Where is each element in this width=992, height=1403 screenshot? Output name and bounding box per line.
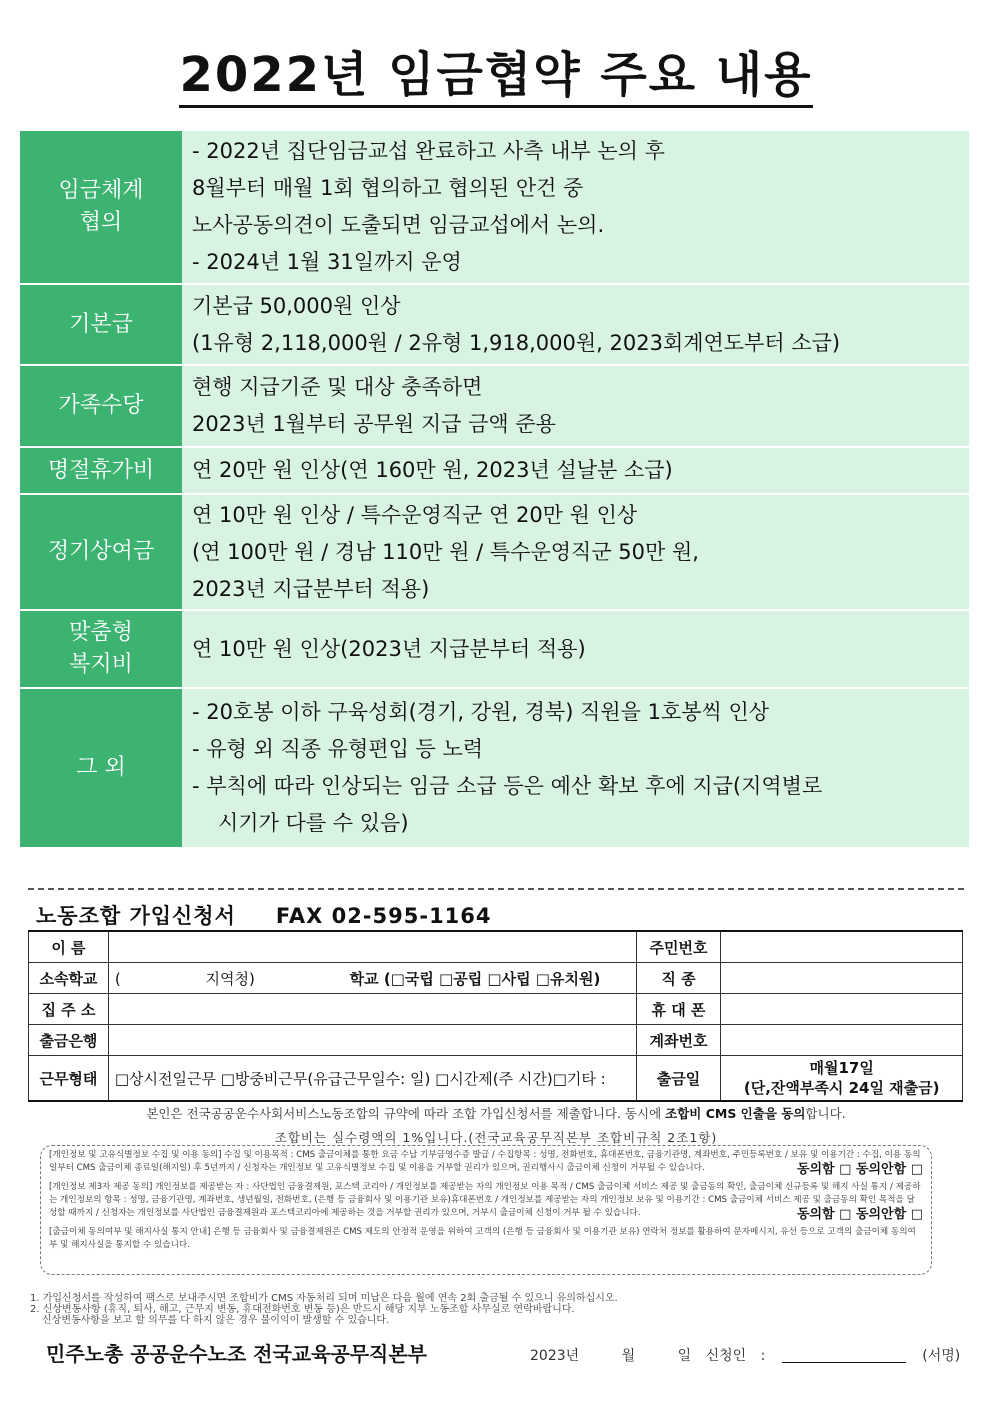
cut-line: [28, 888, 964, 890]
row-label: 그 외: [20, 688, 182, 848]
account-label: 계좌번호: [636, 1025, 721, 1056]
resident-number-label: 주민번호: [636, 931, 721, 963]
row-label: 가족수당: [20, 365, 182, 447]
row-content: 현행 지급기준 및 대상 충족하면 2023년 1월부터 공무원 지급 금액 준용: [182, 365, 969, 447]
row-content: 연 20만 원 인상(연 160만 원, 2023년 설날분 소급): [182, 447, 969, 494]
mobile-field[interactable]: [721, 994, 963, 1025]
row-label: 명절휴가비: [20, 447, 182, 494]
form-title: 노동조합 가입신청서 FAX 02-595-1164: [36, 904, 492, 928]
address-label: 집 주 소: [29, 994, 109, 1025]
address-field[interactable]: [108, 994, 636, 1025]
row-label: 임금체계 협의: [20, 131, 182, 284]
organization-name: 민주노총 공공운수노조 전국교육공무직본부: [46, 1342, 428, 1366]
withdraw-date: 매월17일 (단,잔액부족시 24일 재출금): [721, 1056, 963, 1102]
fee-note: 조합비는 실수령액의 1%입니다.(전국교육공무직본부 조합비규칙 2조1항): [274, 1130, 718, 1145]
signature-line: 2023년 월 일 신청인 : (서명): [530, 1348, 961, 1364]
summary-row: [20, 494, 969, 610]
summary-row: [20, 447, 969, 494]
name-label: 이 름: [29, 931, 109, 963]
row-content: - 2022년 집단임금교섭 완료하고 사측 내부 논의 후 8월부터 매월 1회 협의하고 협의된 안건 중 노사공동의견이 도출되면 임금교섭에서 논의. - 2024년 1월 31일까지 운영: [182, 131, 969, 284]
school-field[interactable]: ( 지역청) 학교 (□국립 □공립 □사립 □유치원): [108, 963, 636, 994]
mobile-label: 휴 대 폰: [636, 994, 721, 1025]
worktype-options[interactable]: □상시전일근무 □방중비근무(유급근무일수: 일) □시간제(주 시간)□기타 :: [108, 1056, 636, 1102]
row-label: 기본급: [20, 284, 182, 365]
bank-label: 출금은행: [29, 1025, 109, 1056]
account-field[interactable]: [721, 1025, 963, 1056]
row-content: - 20호봉 이하 구육성회(경기, 강원, 경북) 직원을 1호봉씩 인상 - 유형 외 직종 유형편입 등 노력 - 부칙에 따라 인상되는 임금 소급 등은 예산 확보 후에 지급(지역별로 시기가 다를 수 있음): [182, 688, 969, 848]
row-content: 연 10만 원 인상 / 특수운영직군 연 20만 원 인상 (연 100만 원 / 경남 110만 원 / 특수운영직군 50만 원, 2023년 지급분부터 적용): [182, 494, 969, 610]
bank-field[interactable]: [108, 1025, 636, 1056]
fax-number: FAX 02-595-1164: [275, 904, 492, 928]
cms-agreement: 본인은 전국공공운수사회서비스노동조합의 규약에 따라 조합 가입신청서를 제출합니다. 동시에 조합비 CMS 인출을 동의합니다.: [146, 1106, 846, 1121]
name-field[interactable]: [108, 931, 636, 963]
privacy-block: [출금이체 동의여부 및 해지사실 통지 안내] 은행 등 금융회사 및 금융결제원은 CMS 제도의 안정적 운영을 위하여 고객의 (은행 등 금융회사 및 이용기관 보유) 연락처 정보를 활용하여 문자메시지, 유선 등으로 고객의 출금이체 동의여부 및 해지사실을 통지할 수 있습니다.: [49, 1227, 916, 1250]
summary-row: [20, 131, 969, 284]
consent-choice[interactable]: 동의함 □ 동의안함 □: [796, 1162, 923, 1177]
privacy-block: [개인정보 제3자 제공 동의] 개인정보를 제공받는 자 : 사단법인 금융결제원, 포스텍 코리아 / 개인정보를 제공받는 자의 개인정보 이용 목적 / CMS 출금이체 서비스 제공 및 출금동의 확인, 출금이체 신규등록 및 해지 사실 통지 / 제공하는 개인정보의 항목 : 성명, 금융기관명, 계좌번호, 생년월일, 전화번호, (은행 등 금융회사 및 이용기관 보유)휴대폰번호 / 개인정보를 제공받는 자의 개인정보 보유 및 이용기간 : CMS 출금이체 서비스 제공 및 출금동의 확인 목적을 달성할 때까지 / 신청자는 개인정보를 사단법인 금융결제원과 포스텍코리아에 제공하는 것을 거부할 권리가 있으며, 거부시 출금이체 신청이 거부 될 수 있습니다. 동의함 □ 동의안함 □: [49, 1182, 923, 1222]
summary-row: [20, 365, 969, 447]
summary-row: [20, 610, 969, 688]
worktype-label: 근무형태: [29, 1056, 109, 1102]
page-title: 2022년 임금협약 주요 내용: [0, 36, 992, 105]
application-form: [28, 930, 963, 1102]
privacy-block: [개인정보 및 고유식별정보 수집 및 이용 동의] 수집 및 이용목적 : CMS 출금이체를 통한 요금 수납 기부금영수증 발급 / 수집항목 : 성명, 전화번호, 휴대폰번호, 금융기관명, 계좌번호, 주민등록번호 / 보유 및 이용기간 : 수집, 이용 동의일부터 CMS 출금이체 종료일(해지일) 후 5년까지 / 신청자는 개인정보 및 고유식별정보 수집 및 이용을 거부할 권리가 있으며, 권리행사시 출금이체 신청이 거부될 수 있습니다. 동의함 □ 동의안함 □: [49, 1150, 923, 1177]
signature-field[interactable]: [782, 1362, 906, 1363]
consent-choice[interactable]: 동의함 □ 동의안함 □: [796, 1207, 923, 1222]
job-field[interactable]: [721, 963, 963, 994]
job-label: 직 종: [636, 963, 721, 994]
row-content: 기본급 50,000원 인상 (1유형 2,118,000원 / 2유형 1,918,000원, 2023회계연도부터 소급): [182, 284, 969, 365]
school-label: 소속학교: [29, 963, 109, 994]
row-content: 연 10만 원 인상(2023년 지급분부터 적용): [182, 610, 969, 688]
row-label: 맞춤형 복지비: [20, 610, 182, 688]
summary-row: [20, 688, 969, 848]
summary-table: [20, 131, 969, 849]
row-label: 정기상여금: [20, 494, 182, 610]
withdraw-label: 출금일: [636, 1056, 721, 1102]
privacy-consent-box: [40, 1145, 932, 1275]
notes: 1. 가입신청서를 작성하여 팩스로 보내주시면 조합비가 CMS 자동처리 되며 미납은 다음 월에 연속 2회 출금될 수 있으니 유의하십시오. 2. 신상변동사항 (휴직, 퇴사, 해고, 근무지 변동, 휴대전화번호 변동 등)은 반드시 해당 지부 노동조합 사무실로 연락바랍니다. 신상변동사항을 보고 할 의무를 다 하지 않은 경우 불이익이 발생할 수 있습니다.: [30, 1293, 618, 1326]
summary-row: [20, 284, 969, 365]
resident-number-field[interactable]: [721, 931, 963, 963]
